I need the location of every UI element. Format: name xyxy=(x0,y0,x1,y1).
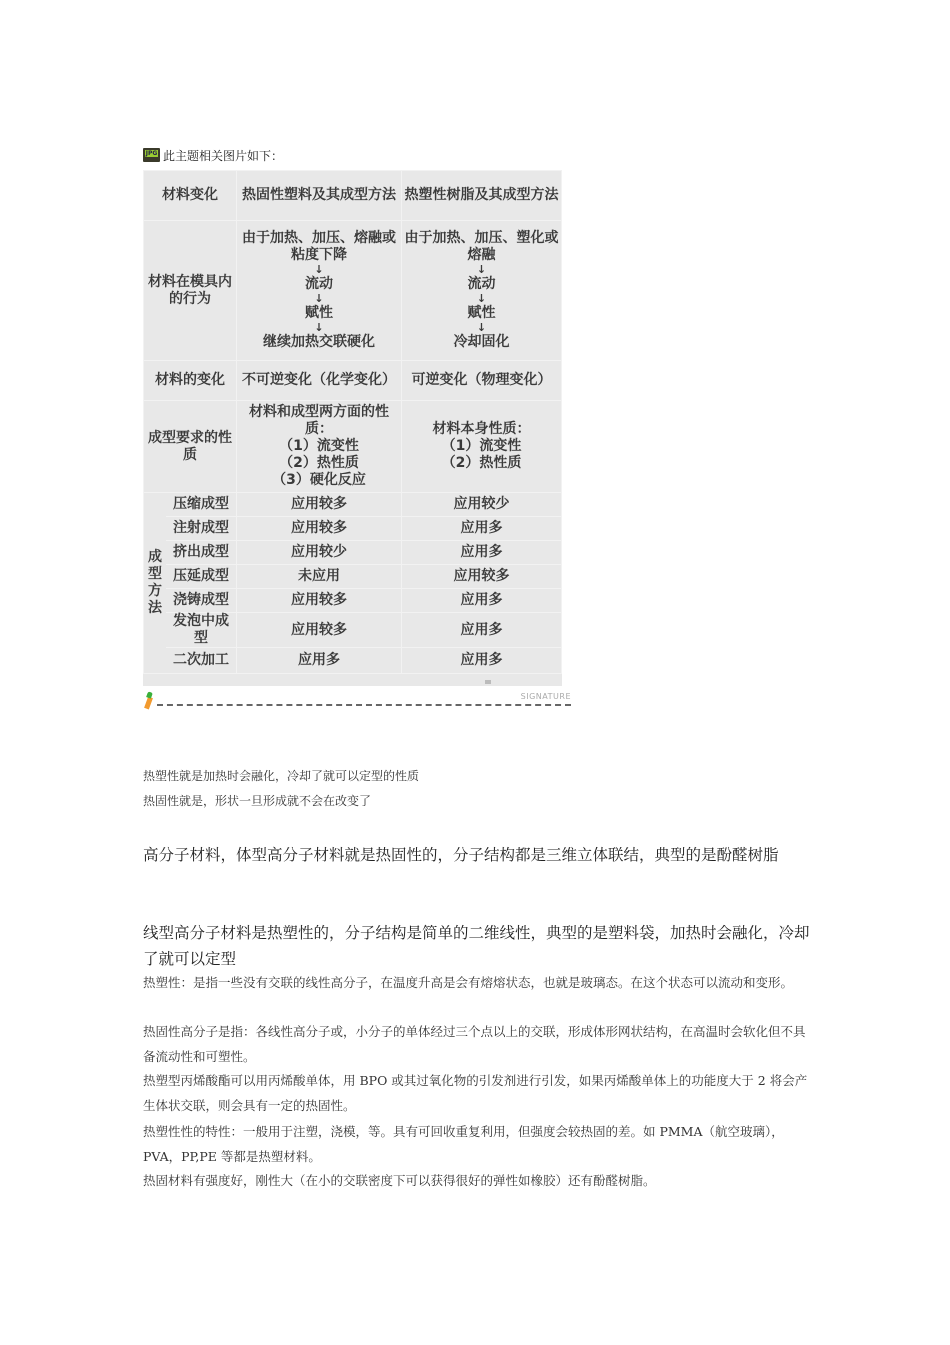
image-resize-handle xyxy=(485,680,491,684)
cell: 应用较少 xyxy=(237,541,402,565)
cell: 应用较少 xyxy=(402,493,562,517)
header-cell: 材料变化 xyxy=(144,171,237,221)
arrow-down-icon: ↓ xyxy=(476,263,487,276)
dashed-divider xyxy=(157,704,571,706)
cell: 应用多 xyxy=(402,648,562,674)
arrow-down-icon: ↓ xyxy=(314,321,324,334)
method-name: 发泡中成型 xyxy=(166,613,237,648)
table-row xyxy=(144,565,562,589)
cell: 应用多 xyxy=(402,613,562,648)
arrow-down-icon: ↓ xyxy=(476,292,487,305)
arrow-down-icon: ↓ xyxy=(476,321,487,334)
row-label: 成型要求的性质 xyxy=(144,401,237,493)
table-row xyxy=(144,648,562,674)
table-row xyxy=(144,517,562,541)
methods-group-label: 成型方法 xyxy=(144,493,167,674)
table-row xyxy=(144,589,562,613)
paragraph: 热塑性性的特性：一般用于注塑，浇模，等。具有可回收重复利用，但强度会较热固的差。如 PMMA（航空玻璃），PVA，PP,PE 等都是热塑材料。 xyxy=(143,1124,784,1164)
cell: 应用多 xyxy=(402,589,562,613)
cell-thermoset-requirements: 材料和成型两方面的性质： （1）流变性 （2）热性质 （3）硬化反应 xyxy=(237,401,402,493)
cell: 应用较多 xyxy=(237,517,402,541)
cell-thermoplastic-requirements: 材料本身性质： （1）流变性 （2）热性质 xyxy=(402,401,562,493)
pencil-icon xyxy=(145,692,153,712)
cell: 应用多 xyxy=(237,648,402,674)
image-caption xyxy=(143,145,283,165)
paragraph: 热固材料有强度好，刚性大（在小的交联密度下可以获得很好的弹性如橡胶）还有酚醛树脂。 xyxy=(143,1173,656,1188)
method-name: 压延成型 xyxy=(166,565,237,589)
comparison-table xyxy=(143,170,562,674)
arrow-down-icon: ↓ xyxy=(314,292,324,305)
signature-label: SIGNATURE xyxy=(520,692,571,701)
paragraph: 线型高分子材料是热塑性的，分子结构是简单的二维线性，典型的是塑料袋，加热时会融化，冷却了就可以定型 xyxy=(143,924,810,968)
cell: 可逆变化（物理变化） xyxy=(402,361,562,401)
method-name: 注射成型 xyxy=(166,517,237,541)
paragraph: 热塑性就是加热时会融化，冷却了就可以定型的性质 xyxy=(143,769,420,783)
row-label: 材料的变化 xyxy=(144,361,237,401)
cell: 应用较多 xyxy=(237,493,402,517)
table-row xyxy=(144,361,562,401)
method-name: 浇铸成型 xyxy=(166,589,237,613)
paragraph: 热固性高分子是指：各线性高分子或，小分子的单体经过三个点以上的交联，形成体形网状结构，在高温时会软化但不具备流动性和可塑性。 xyxy=(143,1024,806,1064)
header-cell: 热塑性树脂及其成型方法 xyxy=(402,171,562,221)
cell-thermoset-behavior: 由于加热、加压、熔融或粘度下降 ↓ 流动 ↓ 赋性 ↓ 继续加热交联硬化 xyxy=(237,221,402,361)
cell: 应用较多 xyxy=(402,565,562,589)
table-row xyxy=(144,541,562,565)
cell: 应用多 xyxy=(402,517,562,541)
cell: 未应用 xyxy=(237,565,402,589)
paragraph: 热塑性：是指一些没有交联的线性高分子，在温度升高是会有熔熔状态，也就是玻璃态。在这个状态可以流动和变形。 xyxy=(143,975,794,990)
cell: 应用较多 xyxy=(237,589,402,613)
paragraph: 高分子材料，体型高分子材料就是热固性的，分子结构都是三维立体联结，典型的是酚醛树脂 xyxy=(143,846,779,864)
cell: 应用较多 xyxy=(237,613,402,648)
method-name: 挤出成型 xyxy=(166,541,237,565)
arrow-down-icon: ↓ xyxy=(314,263,324,276)
table-row xyxy=(144,401,562,493)
paragraph: 热固性就是，形状一旦形成就不会在改变了 xyxy=(143,794,372,808)
cell: 不可逆变化（化学变化） xyxy=(237,361,402,401)
table-row xyxy=(144,493,562,517)
jpg-file-icon[interactable]: JPG xyxy=(143,147,161,163)
cell: 应用多 xyxy=(402,541,562,565)
method-name: 二次加工 xyxy=(166,648,237,674)
caption-text: 此主题相关图片如下： xyxy=(163,148,284,163)
table-row xyxy=(144,613,562,648)
comparison-table-image xyxy=(143,170,562,686)
signature-divider xyxy=(143,690,573,714)
row-label: 材料在模具内的行为 xyxy=(144,221,237,361)
cell-thermoplastic-behavior: 由于加热、加压、塑化或熔融 ↓ 流动 ↓ 赋性 ↓ 冷却固化 xyxy=(402,221,562,361)
header-cell: 热固性塑料及其成型方法 xyxy=(237,171,402,221)
method-name: 压缩成型 xyxy=(166,493,237,517)
table-row xyxy=(144,221,562,361)
table-header-row xyxy=(144,171,562,221)
paragraph: 热塑型丙烯酸酯可以用丙烯酸单体，用 BPO 或其过氧化物的引发剂进行引发，如果丙烯酸单体上的功能度大于 2 将会产生体状交联，则会具有一定的热固性。 xyxy=(143,1073,808,1113)
